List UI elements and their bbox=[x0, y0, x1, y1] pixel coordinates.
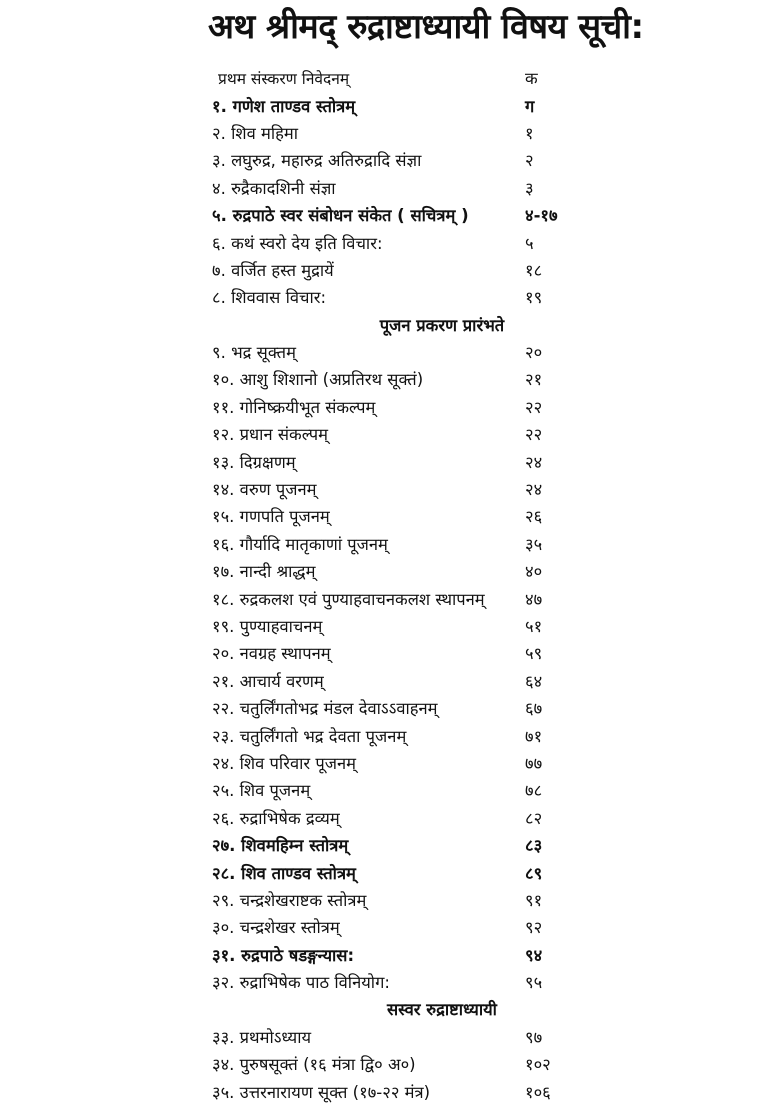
entry-title: २०. नवग्रह स्थापनम् bbox=[212, 644, 331, 664]
entry-page: ४० bbox=[525, 562, 543, 582]
toc-entry bbox=[212, 475, 572, 502]
entry-title: ३२. रुद्राभिषेक पाठ विनियोग: bbox=[212, 973, 390, 993]
entry-page: ९४ bbox=[525, 945, 543, 965]
toc-entry bbox=[212, 502, 572, 529]
table-of-contents bbox=[212, 64, 572, 1105]
toc-entry bbox=[212, 557, 572, 584]
entry-page: १९ bbox=[525, 288, 543, 308]
entry-title: १५. गणपति पूजनम् bbox=[212, 507, 330, 527]
entry-title: ३०. चन्द्रशेखर स्तोत्रम् bbox=[212, 918, 340, 938]
entry-title: २८. शिव ताण्डव स्तोत्रम् bbox=[212, 863, 356, 883]
entry-title: ७. वर्जित हस्त मुद्रायें bbox=[212, 260, 334, 280]
toc-entry bbox=[212, 283, 572, 310]
toc-entry bbox=[212, 228, 572, 255]
entry-title: २४. शिव परिवार पूजनम् bbox=[212, 753, 357, 773]
entry-title: १०. आशु शिशानो (अप्रतिरथ सूक्तं) bbox=[212, 370, 424, 390]
entry-title: २५. शिव पूजनम् bbox=[212, 781, 311, 801]
entry-title: १४. वरुण पूजनम् bbox=[212, 480, 317, 500]
toc-entry bbox=[212, 584, 572, 611]
entry-page: ७८ bbox=[525, 781, 543, 801]
toc-entry bbox=[212, 612, 572, 639]
toc-entry bbox=[212, 694, 572, 721]
entry-page: ४७ bbox=[525, 589, 543, 609]
toc-entry bbox=[212, 968, 572, 995]
toc-entry bbox=[212, 119, 572, 146]
entry-page: ९२ bbox=[525, 918, 543, 938]
toc-entry bbox=[212, 1077, 572, 1104]
toc-entry bbox=[212, 804, 572, 831]
entry-title: १. गणेश ताण्डव स्तोत्रम् bbox=[212, 96, 356, 116]
entry-title: ३१. रुद्रपाठे षडङ्गन्यास: bbox=[212, 945, 355, 965]
entry-page: २४ bbox=[525, 452, 543, 472]
toc-entry bbox=[212, 420, 572, 447]
toc-entry bbox=[212, 447, 572, 474]
toc-entry bbox=[212, 858, 572, 885]
toc-entry-prologue bbox=[212, 64, 572, 91]
entry-title: १८. रुद्रकलश एवं पुण्याहवाचनकलश स्थापनम् bbox=[212, 589, 485, 609]
entry-title: १७. नान्दी श्राद्धम् bbox=[212, 562, 316, 582]
toc-entry bbox=[212, 667, 572, 694]
section-heading-sasvar: सस्वर रुद्राष्टाध्यायी bbox=[387, 1000, 497, 1020]
entry-title: ११. गोनिष्क्रयीभूत संकल्पम् bbox=[212, 397, 376, 417]
toc-entry bbox=[212, 256, 572, 283]
entry-title: २३. चतुर्लिंगतो भद्र देवता पूजनम् bbox=[212, 726, 407, 746]
entry-page: ३५ bbox=[525, 534, 543, 554]
entry-page: ३ bbox=[525, 178, 534, 198]
entry-title: २९. चन्द्रशेखराष्टक स्तोत्रम् bbox=[212, 890, 367, 910]
entry-page: ग bbox=[525, 96, 535, 116]
entry-page: ५ bbox=[525, 233, 534, 253]
entry-title: ३४. पुरुषसूक्तं (१६ मंत्रा द्वि० अ०) bbox=[212, 1055, 416, 1075]
toc-entry bbox=[212, 941, 572, 968]
toc-entry bbox=[212, 749, 572, 776]
entry-page: १ bbox=[525, 123, 534, 143]
entry-page: २४ bbox=[525, 480, 543, 500]
entry-title: ९. भद्र सूक्तम् bbox=[212, 343, 296, 363]
toc-entry bbox=[212, 146, 572, 173]
entry-page: ६७ bbox=[525, 699, 543, 719]
toc-entry bbox=[212, 393, 572, 420]
toc-entry bbox=[212, 365, 572, 392]
toc-entry bbox=[212, 721, 572, 748]
toc-entry bbox=[212, 776, 572, 803]
toc-entry bbox=[212, 174, 572, 201]
entry-page: ८२ bbox=[525, 808, 543, 828]
entry-page: २ bbox=[525, 151, 534, 171]
toc-entry bbox=[212, 530, 572, 557]
toc-group-sasvar bbox=[212, 1023, 572, 1105]
entry-title: २१. आचार्य वरणम् bbox=[212, 671, 324, 691]
toc-entry bbox=[212, 886, 572, 913]
entry-page: ५१ bbox=[525, 617, 543, 636]
entry-title: १३. दिग्रक्षणम् bbox=[212, 452, 296, 472]
entry-title: २७. शिवमहिम्न स्तोत्रम् bbox=[212, 836, 349, 856]
entry-title: ८. शिववास विचार: bbox=[212, 288, 327, 308]
entry-page: १०२ bbox=[525, 1055, 551, 1075]
entry-page: २६ bbox=[525, 507, 543, 527]
entry-title: २६. रुद्राभिषेक द्रव्यम् bbox=[212, 808, 340, 828]
page-title: अथ श्रीमद् रुद्राष्टाध्यायी विषय सूची: bbox=[208, 7, 644, 47]
entry-page: ४-१७ bbox=[525, 206, 558, 226]
entry-page: ७७ bbox=[525, 753, 543, 773]
entry-page: २१ bbox=[525, 370, 543, 390]
entry-title: ४. रुद्रैकादशिनी संज्ञा bbox=[212, 178, 336, 198]
toc-group-intro bbox=[212, 91, 572, 310]
entry-title: ३३. प्रथमोऽध्याय bbox=[212, 1027, 312, 1047]
entry-page: १०६ bbox=[525, 1082, 551, 1102]
entry-page: ६४ bbox=[525, 671, 543, 691]
toc-entry bbox=[212, 338, 572, 365]
toc-entry bbox=[212, 913, 572, 940]
entry-title: प्रथम संस्करण निवेदनम् bbox=[218, 69, 350, 88]
entry-page: १८ bbox=[525, 260, 543, 280]
entry-page: ८३ bbox=[525, 836, 543, 856]
entry-page: २२ bbox=[525, 425, 543, 445]
toc-entry bbox=[212, 201, 572, 228]
entry-page: ७१ bbox=[525, 726, 543, 746]
toc-entry bbox=[212, 1023, 572, 1050]
entry-page: २० bbox=[525, 343, 543, 363]
toc-entry bbox=[212, 639, 572, 666]
toc-entry bbox=[212, 831, 572, 858]
entry-page: ९१ bbox=[525, 890, 543, 910]
entry-title: ३५. उत्तरनारायण सूक्त (१७-२२ मंत्र) bbox=[212, 1082, 431, 1102]
toc-entry bbox=[212, 91, 572, 118]
entry-title: १६. गौर्यादि मातृकाणां पूजनम् bbox=[212, 534, 388, 554]
entry-title: ६. कथं स्वरो देय इति विचार: bbox=[212, 233, 383, 253]
entry-page: ५९ bbox=[525, 644, 543, 664]
entry-title: ३. लघुरुद्र, महारुद्र अतिरुद्रादि संज्ञा bbox=[212, 151, 422, 171]
entry-title: २. शिव महिमा bbox=[212, 123, 299, 143]
entry-page: क bbox=[525, 69, 538, 89]
entry-page: २२ bbox=[525, 397, 543, 417]
entry-title: २२. चतुर्लिंगतोभद्र मंडल देवाऽऽवाहनम् bbox=[212, 699, 438, 719]
toc-entry bbox=[212, 1050, 572, 1077]
entry-page: ९५ bbox=[525, 973, 543, 993]
entry-page: ८९ bbox=[525, 863, 543, 883]
entry-page: ९७ bbox=[525, 1027, 543, 1047]
entry-title: १९. पुण्याहवाचनम् bbox=[212, 617, 323, 636]
entry-title: १२. प्रधान संकल्पम् bbox=[212, 425, 329, 445]
section-heading-pujan: पूजन प्रकरण प्रारंभते bbox=[379, 315, 505, 335]
toc-group-pujan bbox=[212, 338, 572, 995]
entry-title: ५. रुद्रपाठे स्वर संबोधन संकेत ( सचित्रम् ) bbox=[212, 206, 469, 226]
